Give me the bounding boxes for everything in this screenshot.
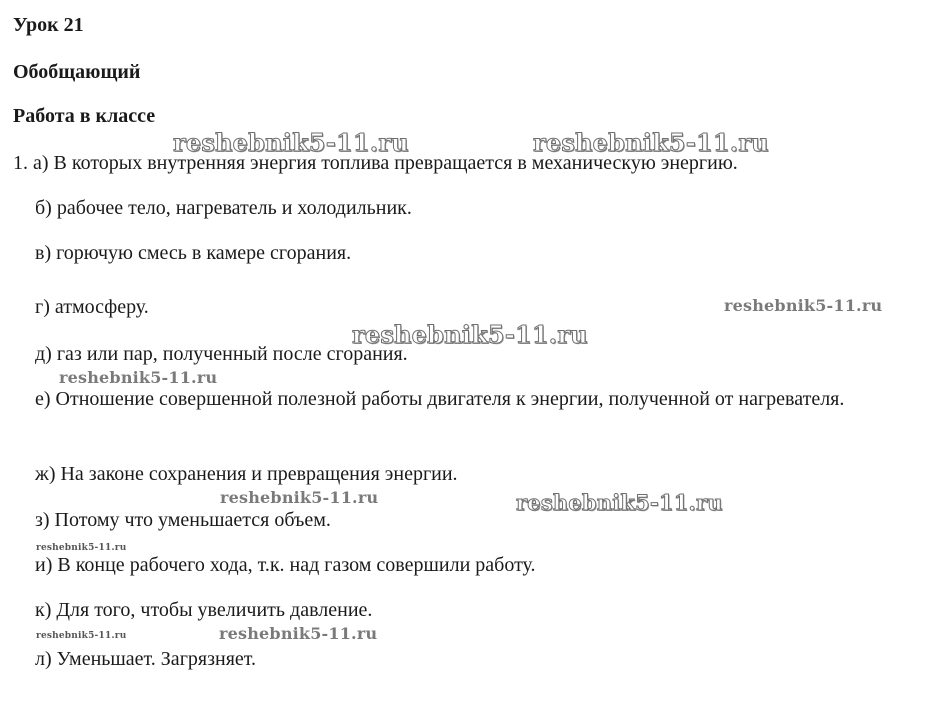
watermark: reshebnik5-11.ru: [220, 488, 379, 507]
watermark: reshebnik5-11.ru: [173, 128, 409, 157]
watermark: reshebnik5-11.ru: [219, 624, 378, 643]
answer-k: к) Для того, чтобы увеличить давление.: [35, 599, 373, 621]
answer-z: з) Потому что уменьшается объем.: [35, 509, 331, 531]
answer-v: в) горючую смесь в камере сгорания.: [35, 242, 352, 264]
watermark: reshebnik5-11.ru: [59, 368, 218, 387]
watermark: reshebnik5-11.ru: [533, 128, 769, 157]
answer-b: б) рабочее тело, нагреватель и холодильник.: [35, 197, 412, 219]
answer-d: д) газ или пар, полученный после сгорания.: [35, 343, 408, 365]
answer-i: и) В конце рабочего хода, т.к. над газом совершили работу.: [35, 554, 536, 576]
answer-l: л) Уменьшает. Загрязняет.: [35, 648, 257, 670]
answer-e: е) Отношение совершенной полезной работы двигателя к энергии, полученной от нагревателя.: [35, 388, 845, 410]
section-title: Работа в классе: [13, 105, 156, 127]
lesson-title: Урок 21: [13, 14, 84, 36]
watermark: reshebnik5-11.ru: [724, 296, 883, 315]
answer-g: г) атмосферу.: [35, 296, 149, 318]
watermark: reshebnik5-11.ru: [516, 490, 723, 515]
lesson-subtitle: Обобщающий: [13, 61, 141, 83]
watermark: reshebnik5-11.ru: [36, 631, 127, 641]
watermark: reshebnik5-11.ru: [352, 320, 588, 349]
answer-a: 1. а) В которых внутренняя энергия топлива превращается в механическую энергию.: [13, 152, 738, 174]
answer-zh: ж) На законе сохранения и превращения энергии.: [35, 463, 458, 485]
watermark: reshebnik5-11.ru: [36, 543, 127, 553]
